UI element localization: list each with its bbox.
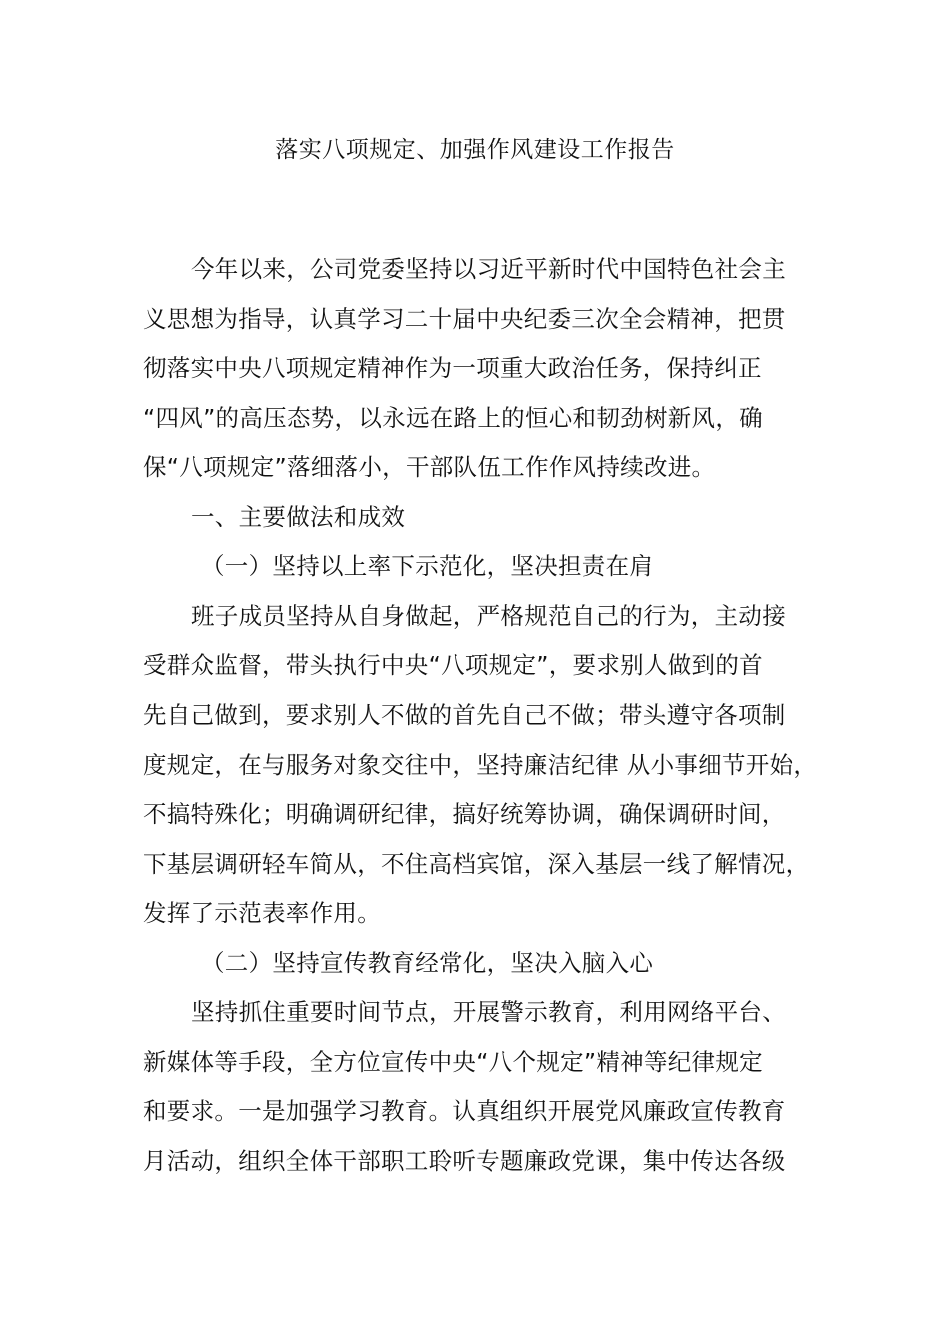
body-line: 彻落实中央八项规定精神作为一项重大政治任务，保持纠正 xyxy=(143,354,762,382)
body-line: 发挥了示范表率作用。 xyxy=(143,899,381,927)
subsection-heading: （一）坚持以上率下示范化，坚决担责在肩 xyxy=(201,552,654,580)
body-line: 月活动，组织全体干部职工聆听专题廉政党课，集中传达各级 xyxy=(143,1147,786,1175)
body-line: 和要求。一是加强学习教育。认真组织开展党风廉政宣传教育 xyxy=(143,1097,786,1125)
body-line: 班子成员坚持从自身做起，严格规范自己的行为，主动接 xyxy=(191,602,786,630)
body-line: 度规定，在与服务对象交往中，坚持廉洁纪律 从小事细节开始， xyxy=(143,751,818,779)
body-line: 义思想为指导，认真学习二十届中央纪委三次全会精神，把贯 xyxy=(143,305,786,333)
section-heading: 一、主要做法和成效 xyxy=(191,503,406,531)
body-line: 保“八项规定”落细落小，干部队伍工作作风持续改进。 xyxy=(143,453,716,481)
body-line: 先自己做到，要求别人不做的首先自己不做；带头遵守各项制 xyxy=(143,701,786,729)
body-line: 新媒体等手段，全方位宣传中央“八个规定”精神等纪律规定 xyxy=(143,1048,763,1076)
body-line: 不搞特殊化；明确调研纪律，搞好统筹协调，确保调研时间， xyxy=(143,800,786,828)
body-line: 受群众监督，带头执行中央“八项规定”，要求别人做到的首 xyxy=(143,651,763,679)
document-title: 落实八项规定、加强作风建设工作报告 xyxy=(275,137,675,163)
body-line: 今年以来，公司党委坚持以习近平新时代中国特色社会主 xyxy=(191,255,786,283)
body-line: “四风”的高压态势，以永远在路上的恒心和韧劲树新风，确 xyxy=(143,404,763,432)
body-line: 坚持抓住重要时间节点，开展警示教育，利用网络平台、 xyxy=(191,998,786,1026)
body-line: 下基层调研轻车简从，不住高档宾馆，深入基层一线了解情况， xyxy=(143,850,810,878)
subsection-heading: （二）坚持宣传教育经常化，坚决入脑入心 xyxy=(201,949,654,977)
